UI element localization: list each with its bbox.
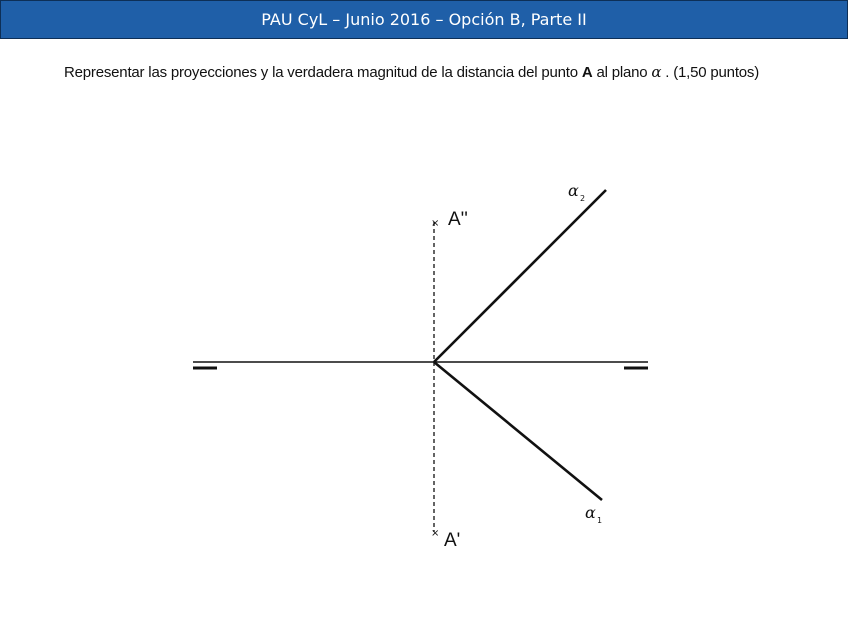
statement-plane-symbol: α: [651, 63, 662, 81]
statement-text-before: Representar las proyecciones y la verdadera magnitud de la distancia del punto: [64, 64, 582, 81]
label-a-horizontal: A': [444, 530, 461, 551]
header-title: PAU CyL – Junio 2016 – Opción B, Parte II: [261, 10, 587, 29]
a-vertical-marker: ×: [431, 218, 440, 229]
horizontal-trace-line: [434, 362, 602, 500]
label-alpha-1: α: [585, 503, 596, 522]
a-horizontal-marker: ×: [431, 528, 440, 539]
label-alpha-2-subscript: 2: [580, 194, 586, 203]
label-alpha-1-subscript: 1: [597, 516, 603, 525]
statement-text-after: . (1,50 puntos): [661, 64, 760, 81]
statement-text-middle: al plano: [592, 64, 652, 81]
label-alpha-2: α: [568, 181, 579, 200]
statement-point-name: A: [581, 64, 593, 81]
label-a-vertical: A'': [448, 209, 468, 230]
